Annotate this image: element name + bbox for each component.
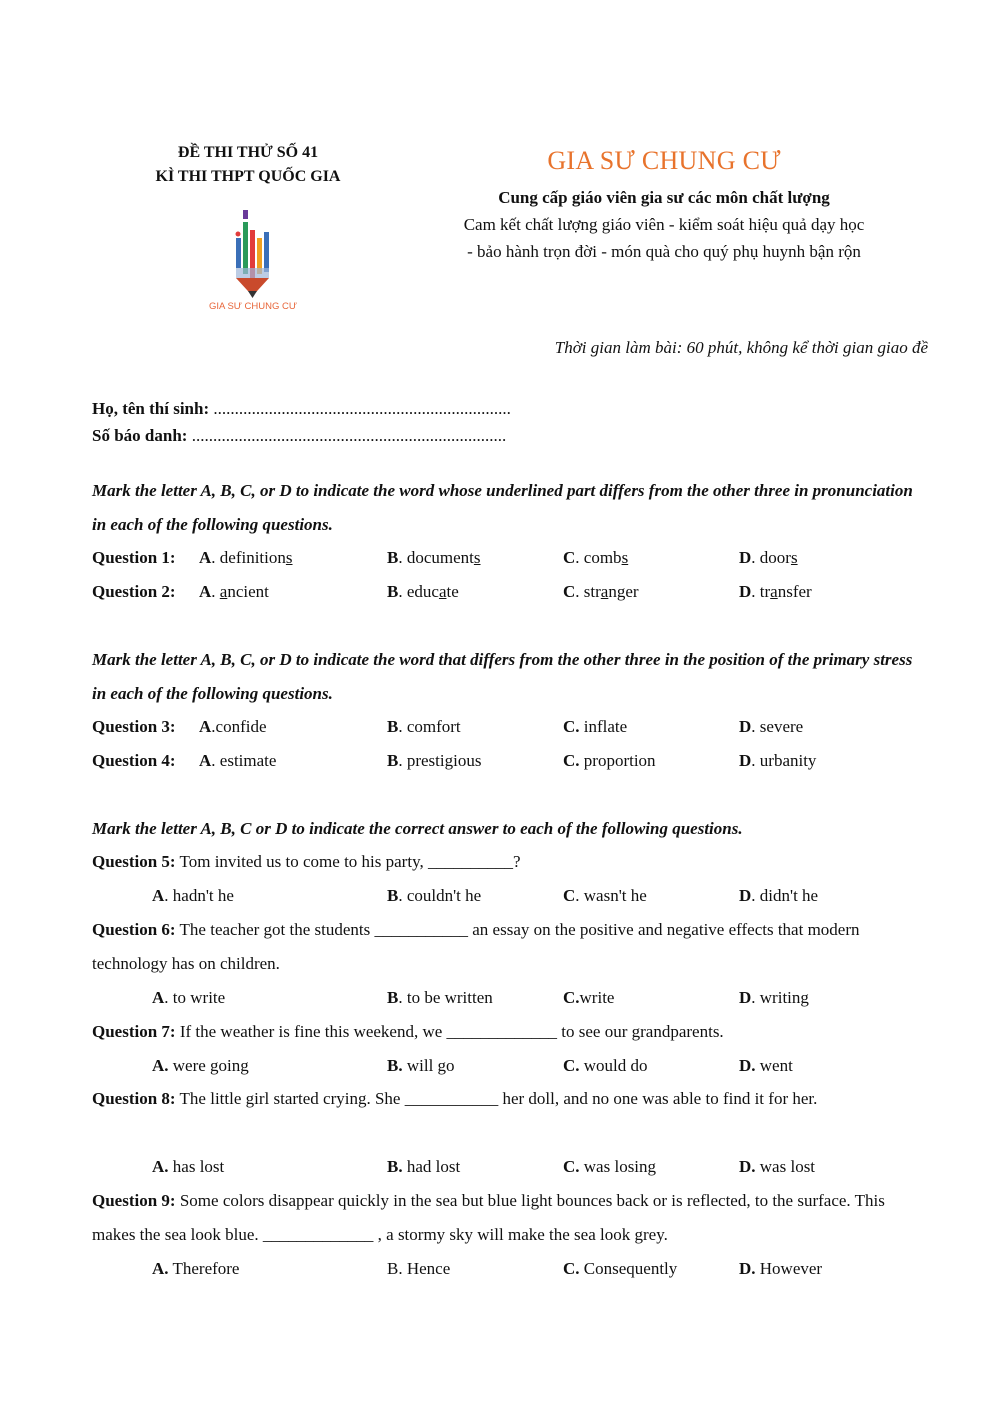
question-6-options [92,981,928,1015]
candidate-id-label: Số báo danh: [92,426,188,445]
option-a[interactable]: A. has lost [152,1157,225,1176]
option-b[interactable]: B. documents [387,548,481,567]
option-c[interactable]: C. stranger [563,582,639,601]
question-7-text: Question 7: If the weather is fine this weekend, we _____________ to see our grandparents. [92,1022,724,1041]
brand-promise-line-2: - bảo hành trọn đời - món quà cho quý phụ huynh bận rộn [467,242,861,261]
option-c[interactable]: C. Consequently [563,1259,678,1278]
option-c[interactable]: C. was losing [563,1157,657,1176]
brand-promise-line-1: Cam kết chất lượng giáo viên - kiểm soát hiệu quả dạy học [463,215,865,234]
option-c[interactable]: C. wasn't he [563,886,647,905]
brand-block [400,143,928,265]
option-d[interactable]: D. was lost [739,1157,816,1176]
question-9-options [92,1252,928,1286]
option-a[interactable]: A. hadn't he [152,886,234,905]
option-d[interactable]: D. writing [739,988,809,1007]
question-row-3 [92,710,928,744]
option-c[interactable]: C.write [563,988,615,1007]
question-row-1 [92,541,928,575]
exam-number: ĐỀ THI THỬ SỐ 41 [177,144,319,161]
question-9-text: Question 9: Some colors disappear quickly in the sea but blue light bounces back or is reflected, to the surface. This makes the sea look blue. _____________ , a stormy sky will make the sea look grey. [92,1191,885,1244]
option-a[interactable]: A. definitions [199,548,293,567]
option-d[interactable]: D. didn't he [739,886,819,905]
brand-tagline: Cung cấp giáo viên gia sư các môn chất lượng [498,188,830,207]
option-d[interactable]: D. severe [739,717,804,736]
brand-name: GIA SƯ CHUNG CƯ [547,146,781,175]
option-a[interactable]: A. to write [152,988,226,1007]
question-8-options [92,1150,928,1184]
option-d[interactable]: D. went [739,1056,793,1075]
option-d[interactable]: D. doors [739,548,798,567]
question-label: Question 2: [92,582,176,601]
question-5-text: Question 5: Tom invited us to come to his party, __________? [92,852,521,871]
instruction-correct-answer: Mark the letter A, B, C or D to indicate the correct answer to each of the following questions. [92,819,743,838]
pencil-logo-icon [206,208,300,300]
option-c[interactable]: C. inflate [563,717,628,736]
logo-text: GIA SƯ CHUNG CƯ [208,301,297,312]
instruction-pronunciation: Mark the letter A, B, C, or D to indicate the word whose underlined part differs from the other three in pronunciation in each of the following questions. [92,481,913,534]
candidate-name-label: Họ, tên thí sinh: [92,399,210,418]
exam-name: KÌ THI THPT QUỐC GIA [155,168,341,185]
time-limit: Thời gian làm bài: 60 phút, không kể thời gian giao đề [554,338,928,357]
option-b[interactable]: B. prestigious [387,751,482,770]
candidate-id-field[interactable] [92,423,506,449]
option-b[interactable]: B. will go [387,1056,455,1075]
question-8-text: Question 8: The little girl started crying. She ___________ her doll, and no one was able to find it for her. [92,1089,818,1108]
option-b[interactable]: B. Hence [387,1259,451,1278]
option-c[interactable]: C. would do [563,1056,648,1075]
question-label: Question 1: [92,548,176,567]
option-d[interactable]: D. transfer [739,582,812,601]
candidate-name-dots: ...................................................................... [213,399,511,418]
option-a[interactable]: A. were going [152,1056,249,1075]
question-label: Question 4: [92,751,176,770]
question-7-options [92,1049,928,1083]
option-d[interactable]: D. urbanity [739,751,817,770]
option-a[interactable]: A. Therefore [152,1259,240,1278]
question-6-text: Question 6: The teacher got the students ___________ an essay on the positive and negative effects that modern technology has on children. [92,920,860,973]
instruction-stress: Mark the letter A, B, C, or D to indicate the word that differs from the other three in the position of the primary stress in each of the following questions. [92,650,913,703]
option-b[interactable]: B. couldn't he [387,886,482,905]
question-row-2 [92,575,928,609]
candidate-name-field[interactable] [92,396,511,422]
option-c[interactable]: C. combs [563,548,629,567]
option-b[interactable]: B. educate [387,582,459,601]
option-a[interactable]: A.confide [199,717,267,736]
option-a[interactable]: A. ancient [199,582,269,601]
option-b[interactable]: B. comfort [387,717,461,736]
exam-title-block [92,141,404,189]
question-label: Question 3: [92,717,176,736]
option-a[interactable]: A. estimate [199,751,277,770]
logo [206,208,300,318]
option-b[interactable]: B. had lost [387,1157,461,1176]
question-row-4 [92,744,928,778]
question-5-options [92,879,928,913]
option-b[interactable]: B. to be written [387,988,493,1007]
option-c[interactable]: C. proportion [563,751,656,770]
candidate-id-dots: .......................................................................... [191,426,507,445]
option-d[interactable]: D. However [739,1259,823,1278]
